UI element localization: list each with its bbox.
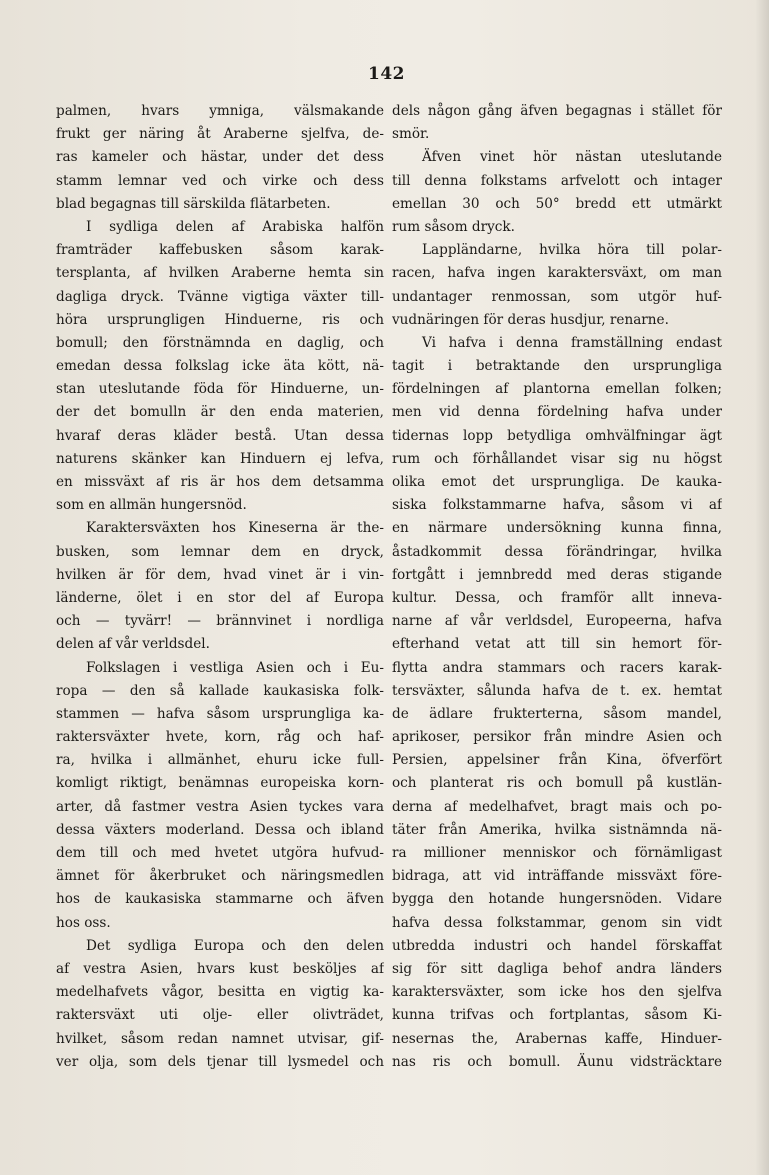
left-column-text-line: busken, som lemnar dem en dryck, [56,543,384,560]
left-column-text-line: och — tyvärr! — brännvinet i nordliga [56,613,384,630]
left-column-text-line: en missväxt af ris är hos dem detsamma [56,474,384,490]
right-column-text-line: nas ris och bomull. Äunu vidsträcktare [392,1053,722,1070]
left-column-text-line: som en allmän hungersnöd. [56,497,247,514]
right-column-text-line: ra millioner menniskor och förnämligast [392,845,722,861]
left-column-text-line: dessa växters moderland. Dessa och ibland [56,821,384,838]
right-column-text-line: aprikoser, persikor från mindre Asien och [392,729,722,746]
left-column-text-line: dem till och med hvetet utgöra hufvud- [56,845,384,861]
right-column-text-line: kunna trifvas och fortplantas, såsom Ki- [392,1007,722,1024]
page-edge-shadow [755,0,769,1175]
left-column-text-line: Karaktersväxten hos Kineserna är the- [86,520,384,537]
right-column-text-line: rum såsom dryck. [392,218,515,235]
left-column-text-line: medelhafvets vågor, besitta en vigtig ka- [56,984,384,1001]
left-column-text-line: arter, då fastmer vestra Asien tyckes vara [56,798,384,815]
left-column-text-line: hos de kaukasiska stammarne och äfven [56,891,384,908]
right-column-text-line: åstadkommit dessa förändringar, hvilka [392,543,722,560]
left-column-text-line: ras kameler och hästar, under det dess [56,149,384,166]
right-column-text-line: Äfven vinet hör nästan uteslutande [422,149,722,166]
right-column-text-line: till denna folkstams arfvelott och intager [392,172,722,189]
right-column-text-line: emellan 30 och 50° bredd ett utmärkt [392,195,722,212]
left-column-text-line: bomull; den förstnämnda en daglig, och [56,334,384,351]
left-column-text-line: tersplanta, af hvilken Araberne hemta sin [56,265,384,282]
left-column-text-line: ropa — den så kallade kaukasiska folk- [56,682,384,699]
right-column-text-line: nesernas the, Arabernas kaffe, Hinduer- [392,1030,722,1047]
left-column-text-line: dagliga dryck. Tvänne vigtiga växter till- [56,288,384,305]
right-column-text-line: täter från Amerika, hvilka sistnämnda nä- [392,821,722,838]
right-column-text-line: de ädlare frukterterna, såsom mandel, [392,705,722,722]
right-column-text-line: siska folkstammarne hafva, såsom vi af [392,497,722,514]
right-column-text-line: kultur. Dessa, och framför allt inneva- [392,589,722,606]
right-column-text-line: narne af vår verldsdel, Europeerna, hafva [392,613,722,630]
left-column-text-line: emedan dessa folkslag icke äta kött, nä- [56,358,384,375]
left-column-text-line: raktersväxt uti olje- eller olivträdet, [56,1007,384,1024]
left-column-text-line: länderne, ölet i en stor del af Europa [56,589,384,606]
left-column-text-line: naturens skänker kan Hinduern ej lefva, [56,450,384,467]
left-column-text-line: hvilken är för dem, hvad vinet är i vin- [56,566,384,583]
right-column-text-line: Vi hafva i denna framställning endast [422,334,722,351]
left-column-text-line: der det bomulln är den enda materien, [56,404,384,421]
right-column-text-line: smör. [392,126,430,143]
left-text-column [56,100,384,1074]
right-column-text-line: derna af medelhafvet, bragt mais och po- [392,798,722,815]
right-column-text-line: hafva dessa folkstammar, genom sin vidt [392,914,722,931]
left-column-text-line: höra ursprungligen Hinduerne, ris och [56,311,384,328]
left-column-text-line: komligt riktigt, benämnas europeiska korn- [56,775,384,792]
right-column-text-line: Lappländarne, hvilka höra till polar- [422,242,722,259]
right-column-text-line: Persien, appelsiner från Kina, öfverfört [392,752,722,769]
right-column-text-line: en närmare undersökning kunna finna, [392,520,722,537]
right-column-text-line: flytta andra stammars och racers karak- [392,659,722,676]
right-column-text-line: tersväxter, sålunda hafva de t. ex. hemtat [392,682,722,699]
left-column-text-line: raktersväxter hvete, korn, råg och haf- [56,729,384,746]
left-column-text-line: ra, hvilka i allmänhet, ehuru icke full- [56,752,384,769]
left-column-text-line: hvaraf deras kläder bestå. Utan dessa [56,427,384,444]
right-text-column [392,100,722,1074]
right-column-text-line: karaktersväxter, som icke hos den sjelfva [392,984,722,1001]
left-column-text-line: frukt ger näring åt Araberne sjelfva, de- [56,126,384,143]
right-column-text-line: fortgått i jemnbredd med deras stigande [392,566,722,583]
right-column-text-line: racen, hafva ingen karaktersväxt, om man [392,265,722,282]
right-column-text-line: rum och förhållandet visar sig nu högst [392,450,722,467]
right-column-text-line: bidraga, att vid inträffande missväxt före- [392,868,722,885]
right-column-text-line: utbredda industri och handel förskaffat [392,937,722,954]
left-column-text-line: stammen — hafva såsom ursprungliga ka- [56,705,384,722]
right-column-text-line: tagit i betraktande den ursprungliga [392,358,722,375]
right-column-text-line: dels någon gång äfven begagnas i stället för [392,103,722,119]
left-column-text-line: Folkslagen i vestliga Asien och i Eu- [86,659,384,676]
left-column-text-line: Det sydliga Europa och den delen [86,937,384,954]
page-number: 142 [368,64,405,84]
right-column-text-line: olika emot det ursprungliga. De kauka- [392,474,722,490]
right-column-text-line: tidernas lopp betydliga omhvälfningar ägt [392,427,722,444]
left-column-text-line: blad begagnas till särskilda flätarbeten. [56,195,331,212]
right-column-text-line: undantager renmossan, som utgör huf- [392,288,722,305]
left-column-text-line: hos oss. [56,914,111,931]
left-column-text-line: ämnet för åkerbruket och näringsmedlen [56,868,384,885]
left-column-text-line: ver olja, som dels tjenar till lysmedel och [56,1053,384,1070]
right-column-text-line: vudnäringen för deras husdjur, renarne. [392,311,669,328]
left-column-text-line: af vestra Asien, hvars kust besköljes af [56,960,384,977]
left-column-text-line: stan uteslutande föda för Hinduerne, un- [56,381,384,398]
left-column-text-line: I sydliga delen af Arabiska halfön [86,218,384,235]
right-column-text-line: efterhand vetat att till sin hemort för- [392,636,722,653]
right-column-text-line: och planterat ris och bomull på kustlän- [392,775,722,792]
right-column-text-line: fördelningen af plantorna emellan folken; [392,381,722,398]
left-column-text-line: palmen, hvars ymniga, välsmakande [56,103,384,119]
left-column-text-line: hvilket, såsom redan namnet utvisar, gif- [56,1030,384,1047]
left-column-text-line: framträder kaffebusken såsom karak- [56,242,384,259]
right-column-text-line: bygga den hotande hungersnöden. Vidare [392,891,722,908]
left-column-text-line: stamm lemnar ved och virke och dess [56,172,384,189]
left-column-text-line: delen af vår verldsdel. [56,636,210,653]
right-column-text-line: men vid denna fördelning hafva under [392,404,722,421]
right-column-text-line: sig för sitt dagliga behof andra länders [392,960,722,977]
